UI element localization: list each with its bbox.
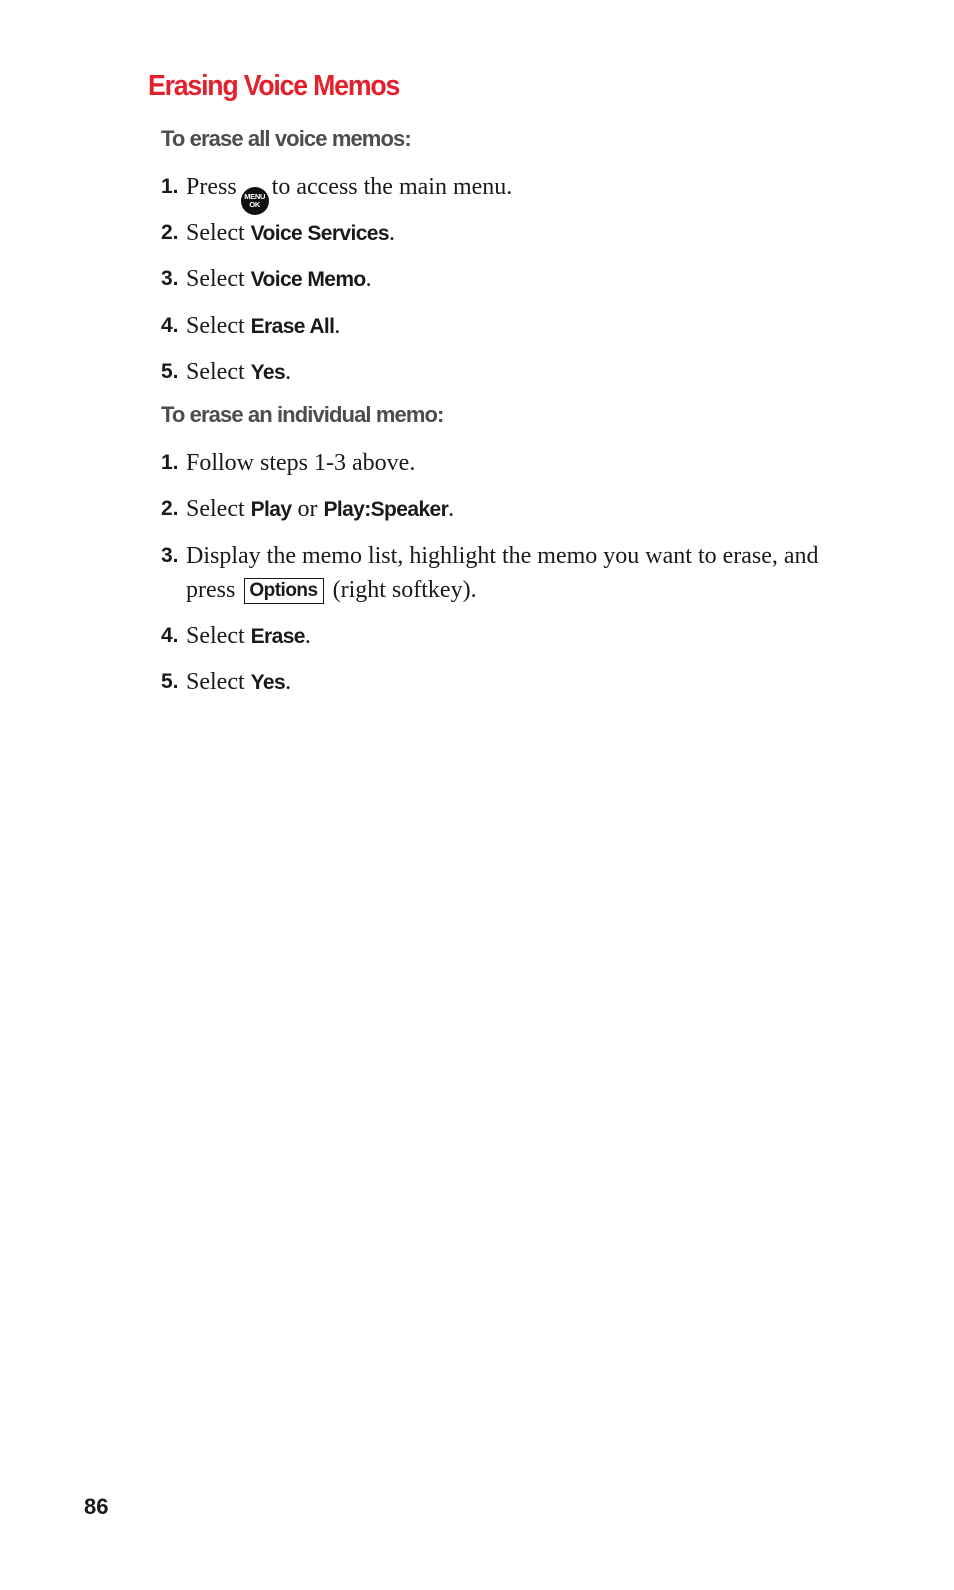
step-text-after: . (388, 220, 395, 246)
step-text: Follow steps 1-3 above. (186, 450, 416, 476)
step-number: 5. (161, 360, 179, 383)
step-number: 5. (161, 670, 179, 693)
step-number: 1. (161, 175, 179, 198)
menu-option-keyword: Play (250, 498, 292, 521)
menu-key-label-bottom: OK (249, 200, 260, 209)
step-number: 3. (161, 267, 179, 290)
step-text (186, 492, 861, 527)
step-text-after: . (365, 266, 372, 292)
step-number: 2. (161, 221, 179, 244)
step-text-before: Press (186, 174, 237, 200)
step-text-mid: or (291, 496, 324, 522)
step-number: 1. (161, 451, 179, 474)
step-text-before: Select (186, 359, 251, 385)
erase-individual-step-5 (161, 665, 861, 700)
step-text-before: Select (186, 313, 251, 339)
erase-individual-step-1 (161, 446, 861, 480)
section-title: Erasing Voice Memos (148, 70, 400, 102)
erase-all-step-5 (161, 355, 861, 390)
step-text-before: Select (186, 220, 251, 246)
step-number: 4. (161, 314, 179, 337)
step-text-after: to access the main menu. (271, 174, 513, 200)
step-text (186, 216, 861, 251)
step-text-after: . (285, 669, 292, 695)
step-text-before: Select (186, 623, 251, 649)
erase-individual-step-4 (161, 619, 861, 654)
step-text-before: Display the memo list, highlight the memo you want to erase, and press (186, 543, 819, 603)
step-text-after: (right softkey). (332, 577, 477, 603)
step-text (186, 309, 861, 344)
step-text-after: . (334, 313, 341, 339)
step-text (186, 262, 861, 297)
step-text-before: Select (186, 266, 251, 292)
step-text-before: Select (186, 496, 251, 522)
menu-option-keyword: Yes (250, 671, 286, 694)
menu-option-keyword: Erase (250, 625, 305, 648)
menu-ok-key-icon (241, 187, 269, 215)
erase-individual-step-3 (161, 539, 861, 607)
step-text (186, 619, 861, 654)
menu-key-label-top: MENU (244, 192, 266, 201)
step-number: 4. (161, 624, 179, 647)
step-number: 3. (161, 544, 179, 567)
menu-option-keyword: Voice Memo (250, 268, 366, 291)
menu-option-keyword: Play:Speaker (323, 498, 449, 521)
step-text-before: Select (186, 669, 251, 695)
step-text (186, 665, 861, 700)
step-text-after: . (448, 496, 455, 522)
erase-all-step-4 (161, 309, 861, 344)
options-softkey: Options (244, 578, 323, 604)
menu-option-keyword: Yes (250, 361, 286, 384)
step-text (186, 170, 861, 215)
step-text (186, 539, 861, 607)
step-text (186, 355, 861, 390)
step-text-after: . (285, 359, 292, 385)
erase-all-step-2 (161, 216, 861, 251)
step-text-after: . (304, 623, 311, 649)
erase-all-heading: To erase all voice memos: (161, 126, 411, 151)
erase-all-step-3 (161, 262, 861, 297)
erase-individual-heading: To erase an individual memo: (161, 402, 444, 427)
erase-all-step-1 (161, 170, 861, 215)
menu-option-keyword: Voice Services (250, 222, 389, 245)
page-number: 86 (84, 1494, 109, 1519)
menu-option-keyword: Erase All (250, 315, 335, 338)
step-number: 2. (161, 497, 179, 520)
erase-individual-step-2 (161, 492, 861, 527)
